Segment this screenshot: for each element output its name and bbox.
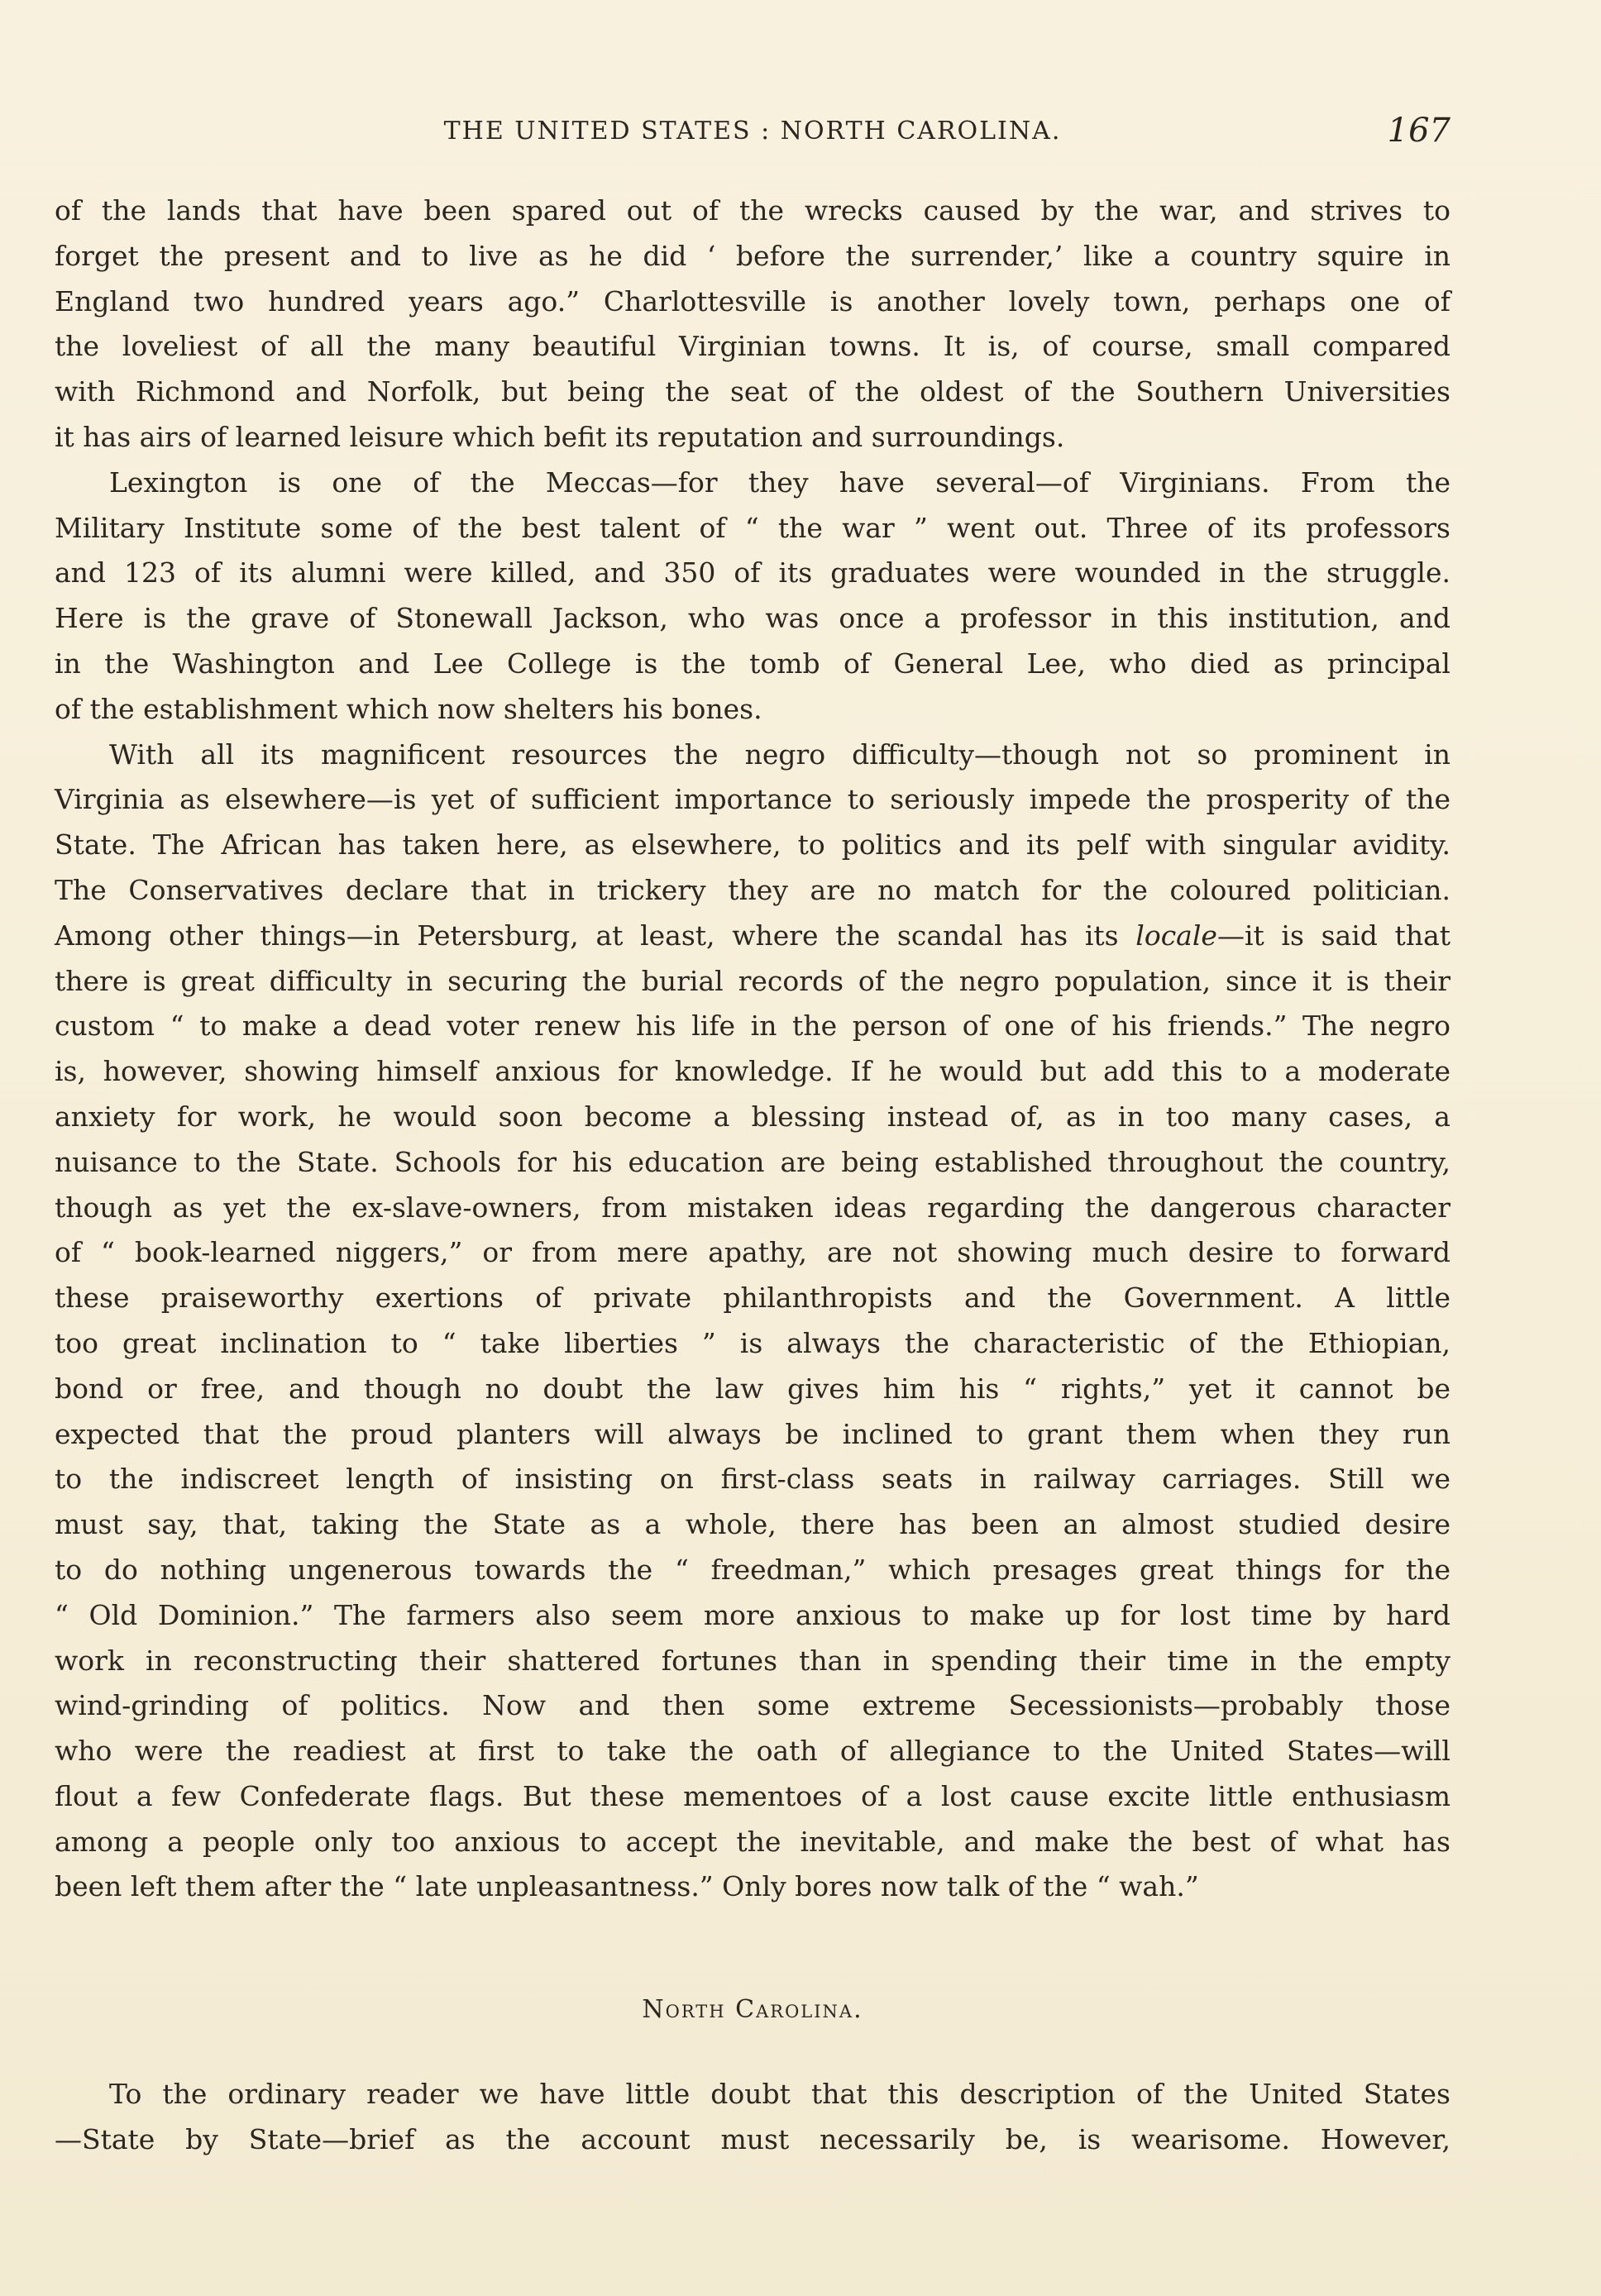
text-line: there is great difficulty in securing the burial records of the negro population, since it is their	[55, 964, 1450, 997]
text-line: to the indiscreet length of insisting on first-class seats in railway carriages. Still we	[55, 1463, 1450, 1496]
text-line: the loveliest of all the many beautiful Virginian towns. It is, of course, small compared	[55, 330, 1450, 363]
running-head	[55, 111, 1450, 152]
text-line: flout a few Confederate flags. But these mementoes of a lost cause excite little enthusiasm	[55, 1779, 1450, 1812]
text-line: to do nothing ungenerous towards the “ freedman,” which presages great things for the	[55, 1553, 1450, 1586]
text-line: Military Institute some of the best talent of “ the war ” went out. Three of its professors	[55, 511, 1450, 544]
text-line: —State by State—brief as the account must necessarily be, is wearisome. However,	[55, 2122, 1450, 2155]
text-line: too great inclination to “ take liberties ” is always the characteristic of the Ethiopian,	[55, 1326, 1450, 1359]
text-line: To the ordinary reader we have little doubt that this description of the United States	[109, 2078, 1450, 2110]
text-line: of “ book-learned niggers,” or from mere apathy, are not showing much desire to forward	[55, 1236, 1450, 1269]
text-line: expected that the proud planters will always be inclined to grant them when they run	[55, 1417, 1450, 1450]
text-line: “ Old Dominion.” The farmers also seem more anxious to make up for lost time by hard	[55, 1598, 1450, 1631]
text-line: among a people only too anxious to accept the inevitable, and make the best of what has	[55, 1825, 1450, 1858]
section-text	[55, 2072, 1450, 2163]
text-line: bond or free, and though no doubt the law gives him his “ rights,” yet it cannot be	[55, 1372, 1450, 1405]
text-line: anxiety for work, he would soon become a blessing instead of, as in too many cases, a	[55, 1100, 1450, 1133]
text-segment: —it is said that	[1216, 919, 1451, 952]
text-line: wind-grinding of politics. Now and then some extreme Secessionists—probably those	[55, 1689, 1450, 1722]
text-line: State. The African has taken here, as elsewhere, to politics and its pelf with singular avidity.	[55, 828, 1450, 862]
text-line: it has airs of learned leisure which befit its reputation and surroundings.	[55, 420, 1065, 453]
text-line: of the establishment which now shelters his bones.	[55, 692, 762, 725]
text-line: though as yet the ex-slave-owners, from mistaken ideas regarding the dangerous character	[55, 1191, 1450, 1224]
italic-word: locale	[1135, 919, 1217, 952]
text-line: Here is the grave of Stonewall Jackson, who was once a professor in this institution, and	[55, 602, 1450, 635]
text-line: The Conservatives declare that in trickery they are no match for the coloured politician.	[55, 873, 1450, 906]
text-line: forget the present and to live as he did ‘ before the surrender,’ like a country squire in	[55, 239, 1450, 272]
text-line: in the Washington and Lee College is the tomb of General Lee, who died as principal	[55, 647, 1450, 680]
text-segment: Among other things—in Petersburg, at least, where the scandal has its	[55, 919, 1136, 952]
text-line: with Richmond and Norfolk, but being the seat of the oldest of the Southern Universities	[55, 375, 1450, 408]
text-line: and 123 of its alumni were killed, and 350 of its graduates were wounded in the struggle.	[55, 556, 1450, 590]
text-line: custom “ to make a dead voter renew his life in the person of one of his friends.” The negro	[55, 1010, 1450, 1043]
text-line: With all its magnificent resources the negro difficulty—though not so prominent in	[109, 737, 1450, 771]
text-line: must say, that, taking the State as a whole, there has been an almost studied desire	[55, 1508, 1450, 1541]
text-line: England two hundred years ago.” Charlottesville is another lovely town, perhaps one of	[55, 284, 1450, 317]
text-line: Lexington is one of the Meccas—for they have several—of Virginians. From the	[109, 465, 1450, 499]
text-line: who were the readiest at first to take the oath of allegiance to the United States—will	[55, 1735, 1450, 1768]
text-line-locale	[55, 914, 1450, 959]
section-heading: North Carolina.	[642, 1995, 863, 2024]
text-line: work in reconstructing their shattered fortunes than in spending their time in the empty	[55, 1644, 1450, 1677]
running-title: THE UNITED STATES : NORTH CAROLINA.	[443, 117, 1062, 146]
text-line: nuisance to the State. Schools for his education are being established throughout the country,	[55, 1145, 1450, 1178]
text-line: Virginia as elsewhere—is yet of sufficient importance to seriously impede the prosperity of the	[55, 783, 1450, 816]
body-text	[55, 189, 1450, 1910]
page-number: 167	[1387, 112, 1450, 150]
text-line: of the lands that have been spared out of the wrecks caused by the war, and strives to	[55, 194, 1450, 227]
text-line: these praiseworthy exertions of private philanthropists and the Government. A little	[55, 1282, 1450, 1315]
text-line: is, however, showing himself anxious for knowledge. If he would but add this to a moderate	[55, 1055, 1450, 1088]
text-line: been left them after the “ late unpleasantness.” Only bores now talk of the “ wah.”	[55, 1870, 1199, 1903]
